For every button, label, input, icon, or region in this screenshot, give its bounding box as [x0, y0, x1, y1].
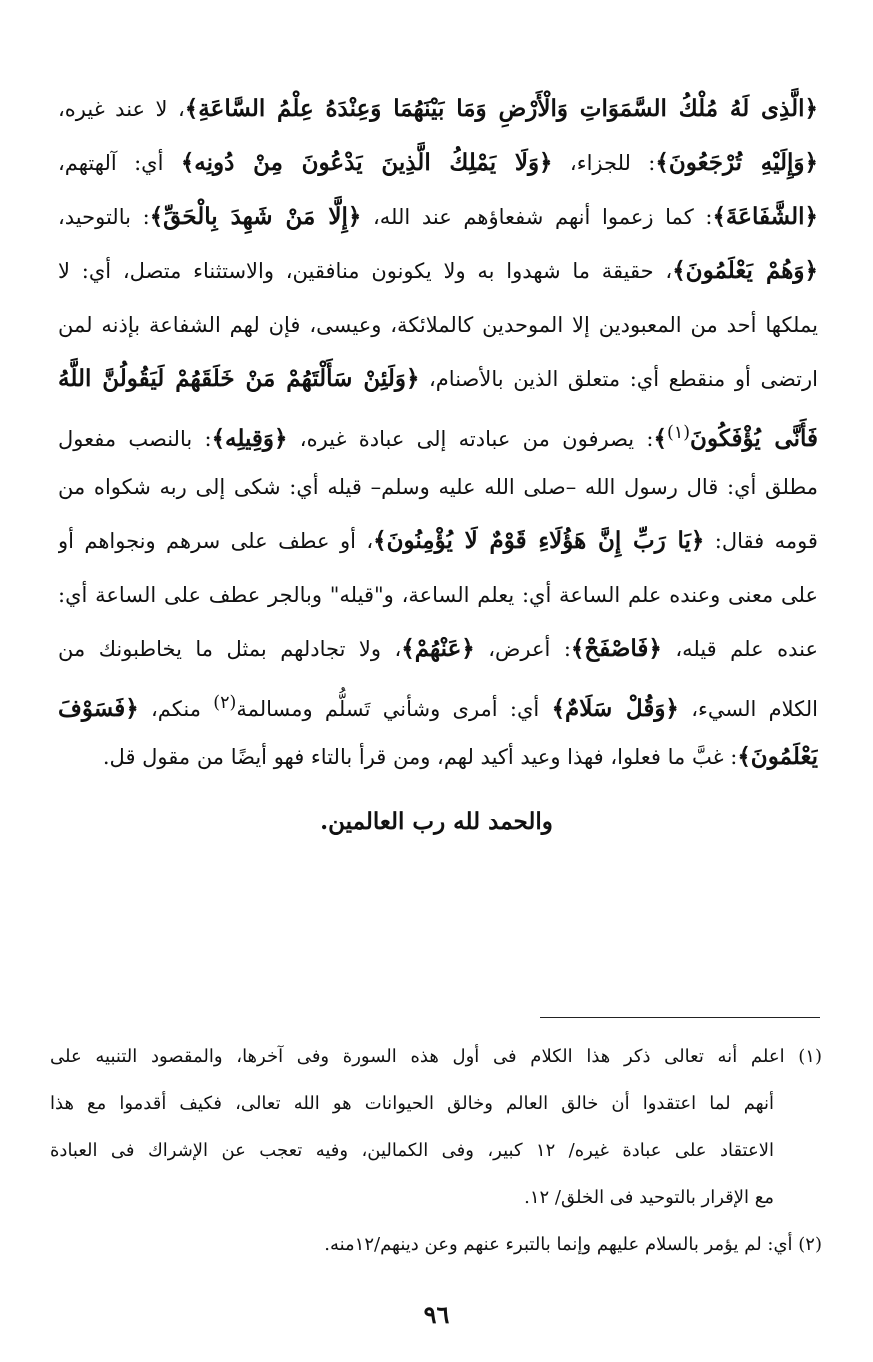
text-line-2: [58, 136, 818, 190]
commentary-text: ، حقيقة ما شهدوا به ولا يكونون منافقين، والاستثناء متصل، أي: لا: [58, 259, 673, 283]
text-line-7: [58, 406, 818, 460]
quran-bracket: ﴾: [653, 425, 667, 452]
quran-verse: ﴿الشَّفَاعَةَ﴾: [712, 203, 818, 230]
footnote-marker-2[interactable]: (٢): [213, 693, 237, 713]
quran-verse: ﴿وَلَئِنْ سَأَلْتَهُمْ مَنْ خَلَقَهُمْ لَيَقُولُنَّ اللَّهُ: [58, 365, 420, 392]
footnote-divider: [540, 1017, 820, 1018]
commentary-text: : يصرفون من عبادته إلى عبادة غيره،: [287, 427, 654, 451]
quran-verse: ﴿وَلَا يَمْلِكُ الَّذِينَ يَدْعُونَ مِنْ دُونِه﴾: [180, 149, 553, 176]
quran-verse: ﴿وَإِلَيْهِ تُرْجَعُونَ﴾: [655, 149, 818, 176]
text-line-10: [58, 568, 818, 622]
quran-verse: ﴿الَّذِى لَهُ مُلْكُ السَّمَوَاتِ وَالْأَرْضِ وَمَا بَيْنَهُمَا وَعِنْدَهُ عِلْمُ السَّاعَةِ﴾: [184, 95, 818, 122]
quran-verse: ﴿وَقِيلِه﴾: [211, 425, 288, 452]
commentary-text: الكلام السيء،: [678, 697, 818, 721]
text-line-9: [58, 514, 818, 568]
footnote-1-line-1: (١) اعلم أنه تعالى ذكر هذا الكلام فى أول هذه السورة وفى آخرها، والمقصود التنبيه على: [50, 1046, 822, 1067]
commentary-text: : بالنصب مفعول: [58, 427, 212, 451]
page-number: ٩٦: [423, 1300, 450, 1329]
commentary-text: منكم،: [138, 697, 214, 721]
quran-verse: فَأَنَّى يُؤْفَكُونَ: [690, 425, 818, 452]
text-line-1: [58, 82, 818, 136]
quran-verse: ﴿يَا رَبِّ إِنَّ هَؤُلَاءِ قَوْمٌ لَا يُؤْمِنُونَ﴾: [373, 527, 705, 554]
quran-verse: ﴿فَاصْفَحْ﴾: [570, 635, 662, 662]
commentary-text: ، لا عند غيره،: [58, 97, 185, 121]
footnote-1-line-3: الاعتقاد على عبادة غيره/ ١٢ كبير، وفى الكمالين، وفيه تعجب عن الإشراك فى العبادة: [50, 1140, 774, 1161]
footnote-marker-1[interactable]: (١): [666, 423, 691, 443]
commentary-text: : أعرض،: [474, 637, 571, 661]
text-line-4: [58, 244, 818, 298]
footnote-1-line-2: أنهم لما اعتقدوا أن خالق العالم وخالق الحيوانات هو الله تعالى، فكيف أقدموا مع هذا: [50, 1093, 774, 1114]
text-line-5: [58, 298, 818, 352]
footnote-2: (٢) أي: لم يؤمر بالسلام عليهم وإنما بالتبرء عنهم وعن دينهم/١٢منه.: [324, 1234, 822, 1255]
quran-verse: ﴿عَنْهُمْ﴾: [401, 635, 475, 662]
text-line-8: [58, 460, 818, 514]
commentary-text: ، أو عطف على سرهم ونجواهم أو: [58, 529, 374, 553]
text-line-6: [58, 352, 818, 406]
commentary-text: : كما زعموا أنهم شفعاؤهم عند الله،: [361, 205, 713, 229]
quran-verse: ﴿فَسَوْفَ: [58, 695, 139, 722]
commentary-text: : بالتوحيد،: [58, 205, 150, 229]
commentary-text: ، ولا تجادلهم بمثل ما يخاطبونك من: [58, 637, 402, 661]
commentary-text: يملكها أحد من المعبودين إلا الموحدين كالملائكة، وعيسى، فإن لهم الشفاعة بإذنه لمن: [58, 313, 818, 337]
text-line-12: [58, 676, 818, 730]
quran-verse: ﴿إِلَّا مَنْ شَهِدَ بِالْحَقِّ﴾: [149, 203, 362, 230]
main-commentary-text: [58, 82, 818, 784]
commentary-text: : غبَّ ما فعلوا، فهذا وعيد أكيد لهم، ومن قرأ بالتاء فهو أيضًا من مقول قل.: [102, 745, 738, 769]
commentary-text: على معنى وعنده علم الساعة أي: يعلم الساعة، و"قيله" وبالجر عطف على الساعة أي:: [58, 583, 818, 607]
commentary-text: مطلق أي: قال رسول الله –صلى الله عليه وسلم– قيله أي: شكى إلى ربه شكواه من: [58, 475, 818, 499]
text-line-3: [58, 190, 818, 244]
commentary-text: أي: أمرى وشأني تَسلُّم ومسالمة: [236, 697, 552, 721]
commentary-text: ارتضى أو منقطع أي: متعلق الذين بالأصنام،: [419, 367, 818, 391]
commentary-text: عنده علم قيله،: [661, 637, 818, 661]
commentary-text: قومه فقال:: [704, 529, 818, 553]
quran-verse: يَعْلَمُونَ﴾: [737, 743, 818, 770]
footnotes-section: [50, 1033, 822, 1268]
text-line-13: [58, 730, 818, 784]
text-line-11: [58, 622, 818, 676]
footnote-1-line-4: مع الإقرار بالتوحيد فى الخلق/ ١٢.: [524, 1187, 774, 1208]
commentary-text: : للجزاء،: [552, 151, 656, 175]
commentary-text: أي: آلهتهم،: [58, 151, 181, 175]
quran-verse: ﴿وَقُلْ سَلَامٌ﴾: [551, 695, 679, 722]
closing-praise: والحمد لله رب العالمين.: [320, 808, 553, 835]
quran-verse: ﴿وَهُمْ يَعْلَمُونَ﴾: [672, 257, 818, 284]
